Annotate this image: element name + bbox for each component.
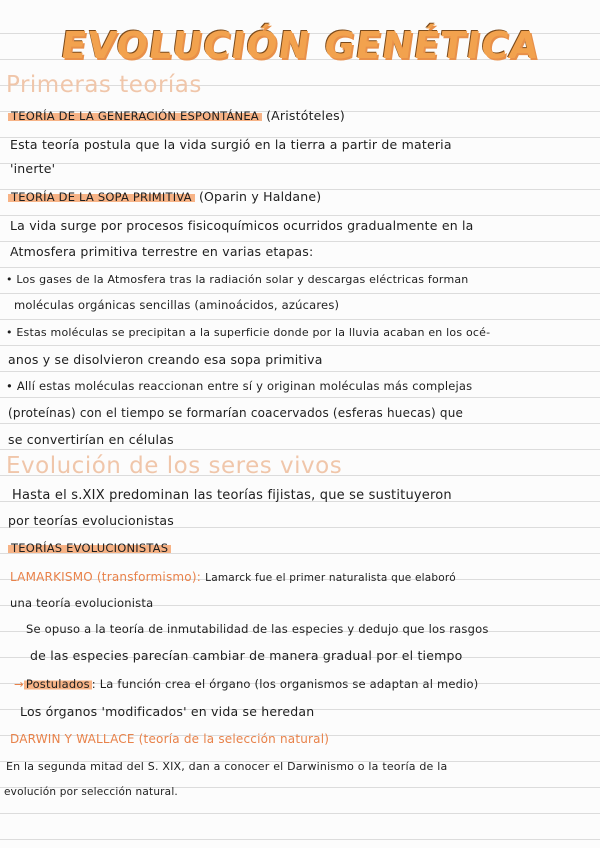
lamarck-line (10, 569, 456, 584)
text-line: Hasta el s.XIX predominan las teorías fijistas, que se sustituyeron (12, 488, 452, 503)
sopa-authors: (Oparin y Haldane) (198, 189, 322, 204)
postulados-line (14, 677, 478, 691)
text-line: Se opuso a la teoría de inmutabilidad de las especies y dedujo que los rasgos (26, 622, 489, 636)
text-line: moléculas orgánicas sencillas (aminoácidos, azúcares) (14, 298, 340, 312)
arrow-icon: → (14, 677, 24, 691)
text-line: La vida surge por procesos fisicoquímicos ocurridos gradualmente en la (10, 218, 474, 233)
text-line: una teoría evolucionista (10, 596, 154, 610)
text-line: por teorías evolucionistas (8, 513, 174, 528)
lamarck-label: LAMARKISMO (transformismo): (10, 570, 201, 584)
bullet-line: • Estas moléculas se precipitan a la superficie donde por la lluvia acaban en los océ- (6, 326, 491, 339)
sopa-line (8, 189, 321, 204)
section-heading-primeras: Primeras teorías (6, 72, 202, 98)
text-line: 'inerte' (10, 161, 56, 176)
text-line: En la segunda mitad del S. XIX, dan a conocer el Darwinismo o la teoría de la (6, 760, 448, 773)
text-line: de las especies parecían cambiar de manera gradual por el tiempo (30, 648, 463, 663)
text-line: evolución por selección natural. (4, 786, 178, 798)
bullet-line: • Allí estas moléculas reaccionan entre sí y originan moléculas más complejas (6, 379, 473, 393)
text-line: se convertirían en células (8, 432, 174, 447)
postulados-text: : La función crea el órgano (los organismos se adaptan al medio) (91, 677, 479, 691)
sopa-label: TEORÍA DE LA SOPA PRIMITIVA (8, 190, 195, 204)
page-title: EVOLUCIÓN GENÉTICA (58, 24, 542, 67)
text-line: (proteínas) con el tiempo se formarían coacervados (esferas huecas) que (8, 406, 464, 420)
lamarck-text: Lamarck fue el primer naturalista que elaboró (205, 572, 456, 584)
evol-line (8, 540, 171, 555)
gen-esp-author: (Aristóteles) (266, 108, 345, 123)
gen-esp-line (8, 108, 345, 123)
darwin-label: DARWIN Y WALLACE (teoría de la selección natural) (10, 732, 330, 746)
section-heading-evolucion: Evolución de los seres vivos (6, 453, 343, 479)
text-line: Los órganos 'modificados' en vida se heredan (20, 704, 315, 719)
text-line: anos y se disolvieron creando esa sopa primitiva (8, 352, 323, 367)
text-line: Atmosfera primitiva terrestre en varias etapas: (10, 244, 314, 259)
gen-esp-label: TEORÍA DE LA GENERACIÓN ESPONTÁNEA (8, 109, 262, 123)
evol-label: TEORÍAS EVOLUCIONISTAS (8, 541, 171, 555)
bullet-line: • Los gases de la Atmosfera tras la radiación solar y descargas eléctricas forman (6, 273, 469, 286)
postulados-label: Postulados (25, 677, 90, 691)
text-line: Esta teoría postula que la vida surgió en la tierra a partir de materia (10, 137, 452, 152)
